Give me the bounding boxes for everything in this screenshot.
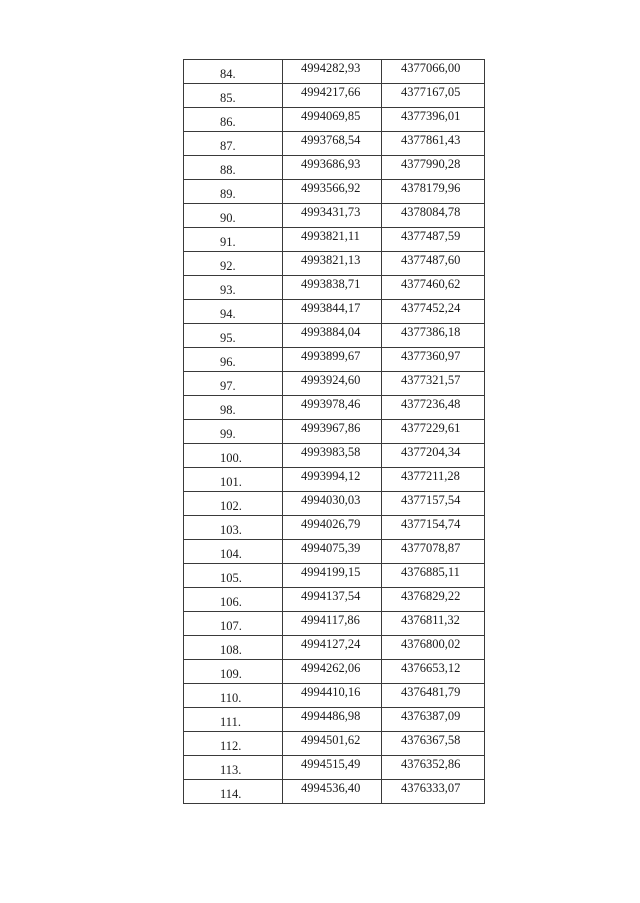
x-coordinate-cell: 4994217,66 [283, 84, 382, 108]
y-coordinate-cell: 4376811,32 [382, 612, 485, 636]
y-coordinate-cell: 4377990,28 [382, 156, 485, 180]
point-number-cell: 107. [184, 612, 283, 636]
x-coordinate-cell: 4993768,54 [283, 132, 382, 156]
x-coordinate-cell: 4993821,13 [283, 252, 382, 276]
table-row [184, 324, 485, 348]
table-row [184, 132, 485, 156]
point-number-cell: 85. [184, 84, 283, 108]
point-number-cell: 99. [184, 420, 283, 444]
x-coordinate-cell: 4994501,62 [283, 732, 382, 756]
point-number-cell: 101. [184, 468, 283, 492]
table-row [184, 732, 485, 756]
table-row [184, 540, 485, 564]
table-row [184, 108, 485, 132]
point-number-cell: 92. [184, 252, 283, 276]
x-coordinate-cell: 4994282,93 [283, 60, 382, 84]
x-coordinate-cell: 4993566,92 [283, 180, 382, 204]
point-number-cell: 103. [184, 516, 283, 540]
point-number-cell: 90. [184, 204, 283, 228]
x-coordinate-cell: 4993967,86 [283, 420, 382, 444]
table-row [184, 420, 485, 444]
table-row [184, 228, 485, 252]
table-row [184, 252, 485, 276]
y-coordinate-cell: 4377154,74 [382, 516, 485, 540]
x-coordinate-cell: 4993844,17 [283, 300, 382, 324]
table-row [184, 636, 485, 660]
y-coordinate-cell: 4377861,43 [382, 132, 485, 156]
point-number-cell: 97. [184, 372, 283, 396]
point-number-cell: 112. [184, 732, 283, 756]
table-row [184, 684, 485, 708]
point-number-cell: 114. [184, 780, 283, 804]
y-coordinate-cell: 4377487,59 [382, 228, 485, 252]
y-coordinate-cell: 4377167,05 [382, 84, 485, 108]
table-row [184, 780, 485, 804]
point-number-cell: 110. [184, 684, 283, 708]
y-coordinate-cell: 4378179,96 [382, 180, 485, 204]
x-coordinate-cell: 4994486,98 [283, 708, 382, 732]
x-coordinate-cell: 4993994,12 [283, 468, 382, 492]
x-coordinate-cell: 4993821,11 [283, 228, 382, 252]
table-row [184, 564, 485, 588]
y-coordinate-cell: 4377236,48 [382, 396, 485, 420]
table-row [184, 276, 485, 300]
point-number-cell: 100. [184, 444, 283, 468]
table-row [184, 468, 485, 492]
table-row [184, 156, 485, 180]
y-coordinate-cell: 4377487,60 [382, 252, 485, 276]
x-coordinate-cell: 4994137,54 [283, 588, 382, 612]
point-number-cell: 91. [184, 228, 283, 252]
point-number-cell: 89. [184, 180, 283, 204]
y-coordinate-cell: 4377157,54 [382, 492, 485, 516]
x-coordinate-cell: 4993924,60 [283, 372, 382, 396]
x-coordinate-cell: 4994536,40 [283, 780, 382, 804]
x-coordinate-cell: 4993884,04 [283, 324, 382, 348]
coordinates-table [183, 59, 485, 804]
point-number-cell: 96. [184, 348, 283, 372]
y-coordinate-cell: 4376367,58 [382, 732, 485, 756]
table-row [184, 588, 485, 612]
x-coordinate-cell: 4994075,39 [283, 540, 382, 564]
y-coordinate-cell: 4376885,11 [382, 564, 485, 588]
y-coordinate-cell: 4376352,86 [382, 756, 485, 780]
point-number-cell: 95. [184, 324, 283, 348]
y-coordinate-cell: 4376481,79 [382, 684, 485, 708]
x-coordinate-cell: 4993838,71 [283, 276, 382, 300]
table-row [184, 84, 485, 108]
x-coordinate-cell: 4994199,15 [283, 564, 382, 588]
y-coordinate-cell: 4376829,22 [382, 588, 485, 612]
y-coordinate-cell: 4377386,18 [382, 324, 485, 348]
x-coordinate-cell: 4994026,79 [283, 516, 382, 540]
y-coordinate-cell: 4377066,00 [382, 60, 485, 84]
y-coordinate-cell: 4376333,07 [382, 780, 485, 804]
y-coordinate-cell: 4377396,01 [382, 108, 485, 132]
table-row [184, 372, 485, 396]
table-row [184, 612, 485, 636]
table-row [184, 516, 485, 540]
x-coordinate-cell: 4993978,46 [283, 396, 382, 420]
coordinates-table-body [184, 60, 485, 804]
y-coordinate-cell: 4378084,78 [382, 204, 485, 228]
point-number-cell: 111. [184, 708, 283, 732]
table-row [184, 180, 485, 204]
table-row [184, 492, 485, 516]
x-coordinate-cell: 4994515,49 [283, 756, 382, 780]
table-row [184, 660, 485, 684]
y-coordinate-cell: 4377360,97 [382, 348, 485, 372]
x-coordinate-cell: 4994262,06 [283, 660, 382, 684]
table-row [184, 708, 485, 732]
x-coordinate-cell: 4994127,24 [283, 636, 382, 660]
x-coordinate-cell: 4993431,73 [283, 204, 382, 228]
point-number-cell: 87. [184, 132, 283, 156]
x-coordinate-cell: 4993899,67 [283, 348, 382, 372]
y-coordinate-cell: 4377229,61 [382, 420, 485, 444]
table-row [184, 396, 485, 420]
x-coordinate-cell: 4993983,58 [283, 444, 382, 468]
point-number-cell: 86. [184, 108, 283, 132]
table-row [184, 60, 485, 84]
table-row [184, 300, 485, 324]
y-coordinate-cell: 4376387,09 [382, 708, 485, 732]
x-coordinate-cell: 4994410,16 [283, 684, 382, 708]
point-number-cell: 109. [184, 660, 283, 684]
point-number-cell: 93. [184, 276, 283, 300]
point-number-cell: 106. [184, 588, 283, 612]
table-row [184, 348, 485, 372]
y-coordinate-cell: 4377211,28 [382, 468, 485, 492]
table-row [184, 204, 485, 228]
y-coordinate-cell: 4376653,12 [382, 660, 485, 684]
table-row [184, 444, 485, 468]
point-number-cell: 98. [184, 396, 283, 420]
x-coordinate-cell: 4994069,85 [283, 108, 382, 132]
x-coordinate-cell: 4994117,86 [283, 612, 382, 636]
table-row [184, 756, 485, 780]
y-coordinate-cell: 4376800,02 [382, 636, 485, 660]
point-number-cell: 104. [184, 540, 283, 564]
y-coordinate-cell: 4377078,87 [382, 540, 485, 564]
point-number-cell: 88. [184, 156, 283, 180]
x-coordinate-cell: 4993686,93 [283, 156, 382, 180]
point-number-cell: 94. [184, 300, 283, 324]
point-number-cell: 113. [184, 756, 283, 780]
y-coordinate-cell: 4377460,62 [382, 276, 485, 300]
y-coordinate-cell: 4377452,24 [382, 300, 485, 324]
y-coordinate-cell: 4377321,57 [382, 372, 485, 396]
point-number-cell: 108. [184, 636, 283, 660]
point-number-cell: 105. [184, 564, 283, 588]
point-number-cell: 84. [184, 60, 283, 84]
point-number-cell: 102. [184, 492, 283, 516]
y-coordinate-cell: 4377204,34 [382, 444, 485, 468]
x-coordinate-cell: 4994030,03 [283, 492, 382, 516]
